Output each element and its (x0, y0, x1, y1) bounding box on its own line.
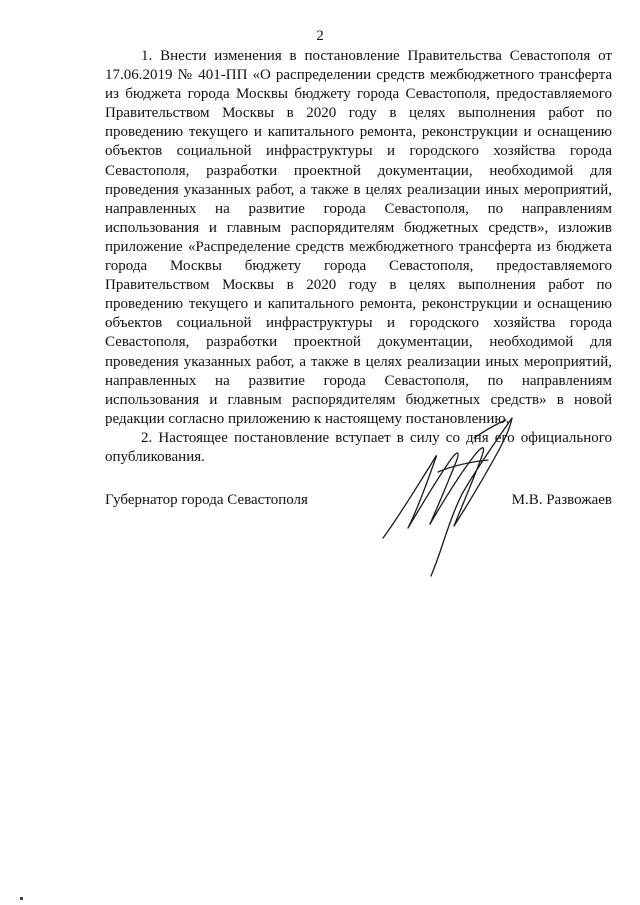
signer-name: М.В. Развожаев (511, 492, 612, 508)
document-body (105, 47, 612, 467)
page-number: 2 (316, 28, 324, 44)
signer-position: Губернатор города Севастополя (105, 492, 308, 508)
signature-block (105, 492, 612, 516)
paragraph-2: 2. Настоящее постановление вступает в силу со дня его официального опубликования. (105, 429, 612, 465)
paragraph-1: 1. Внести изменения в постановление Правительства Севастополя от 17.06.2019 № 401-ПП «О распределении средств межбюджетного трансферта из бюджета города Москвы бюджету города Севастополя, предоставляемого Правительством Москвы в 2020 году в целях выполнения работ по проведению текущего и капитального ремонта, реконструкции и оснащению объектов социальной инфраструктуры и городского хозяйства города Севастополя, разработки проектной документации, необходимой для проведения указанных работ, а также в целях реализации иных мероприятий, направленных на развитие города Севастополя, по направлениям использования и главным распорядителям бюджетных средств», изложив приложение «Распределение средств межбюджетного трансферта из бюджета города Москвы бюджету города Севастополя, предоставляемого Правительством Москвы в 2020 году в целях выполнения работ по проведению текущего и капитального ремонта, реконструкции и оснащению объектов социальной инфраструктуры и городского хозяйства города Севастополя, разработки проектной документации, необходимой для проведения указанных работ, а также в целях реализации иных мероприятий, направленных на развитие города Севастополя, по направлениям использования и главным распорядителям бюджетных средств» в новой редакции согласно приложению к настоящему постановлению. (105, 48, 612, 427)
scan-dot (20, 897, 23, 900)
